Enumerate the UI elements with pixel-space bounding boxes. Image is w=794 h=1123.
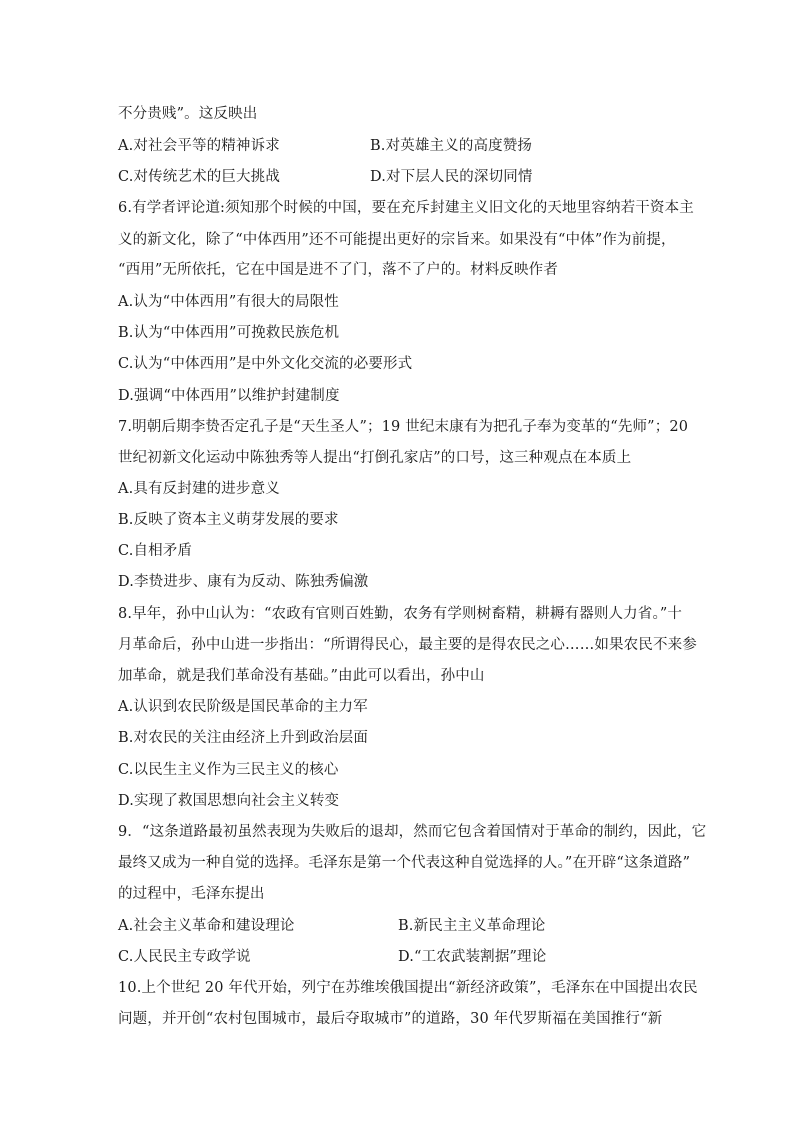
q6-option-b: B.认为“中体西用”可挽救民族危机 [118, 325, 340, 341]
q6-stem-line-1: 6.有学者评论道:须知那个时候的中国，要在充斥封建主义旧文化的天地里容纳若干资本主 [118, 200, 694, 216]
q7-option-c: C.自相矛盾 [118, 543, 193, 559]
q8-option-a: A.认识到农民阶级是国民革命的主力军 [118, 699, 368, 715]
q9-option-d: D.“工农武装割据”理论 [398, 949, 547, 965]
q5-option-c: C.对传统艺术的巨大挑战 [118, 169, 280, 185]
q5-option-d: D.对下层人民的深切同情 [370, 169, 533, 185]
q8-option-b: B.对农民的关注由经济上升到政治层面 [118, 730, 368, 746]
q6-option-c: C.认为“中体西用”是中外文化交流的必要形式 [118, 356, 413, 372]
q10-stem-line-2: 问题，并开创“农村包围城市，最后夺取城市”的道路，30 年代罗斯福在美国推行“新 [118, 1011, 663, 1027]
q7-option-b: B.反映了资本主义萌芽发展的要求 [118, 512, 339, 528]
q9-stem-line-3: 的过程中，毛泽东提出 [118, 886, 265, 902]
q6-stem-line-2: 义的新文化，除了“中体西用”还不可能提出更好的宗旨来。如果没有“中体”作为前提， [118, 232, 676, 248]
q8-stem-line-2: 月革命后，孙中山进一步指出：“所谓得民心，最主要的是得农民之心……如果农民不来参 [118, 637, 697, 653]
q7-stem-line-1: 7.明朝后期李贽否定孔子是“天生圣人”；19 世纪末康有为把孔子奉为变革的“先师”；20 [118, 419, 689, 435]
q5-option-b: B.对英雄主义的高度赞扬 [370, 138, 533, 154]
q8-option-d: D.实现了救国思想向社会主义转变 [118, 793, 340, 809]
q9-option-b: B.新民主主义革命理论 [398, 918, 546, 934]
q6-stem-line-3: “西用”无所依托，它在中国是进不了门，落不了户的。材料反映作者 [118, 262, 558, 278]
q6-option-a: A.认为“中体西用”有很大的局限性 [118, 294, 339, 310]
q6-option-d: D.强调“中体西用”以维护封建制度 [118, 388, 340, 404]
q8-option-c: C.以民生主义作为三民主义的核心 [118, 762, 339, 778]
q8-stem-line-3: 加革命，就是我们革命没有基础。”由此可以看出，孙中山 [118, 668, 485, 684]
q5-option-a: A.对社会平等的精神诉求 [118, 138, 280, 154]
q5-stem-tail: 不分贵贱”。这反映出 [118, 106, 258, 122]
q9-stem-line-1: 9．“这条道路最初虽然表现为失败后的退却，然而它包含着国情对于革命的制约，因此，它 [118, 824, 707, 840]
q9-option-a: A.社会主义革命和建设理论 [118, 918, 295, 934]
q8-stem-line-1: 8.早年，孙中山认为：“农政有官则百姓勤，农务有学则树畜精，耕耨有器则人力省。”十 [118, 606, 683, 622]
q7-option-d: D.李贽进步、康有为反动、陈独秀偏激 [118, 574, 369, 590]
q10-stem-line-1: 10.上个世纪 20 年代开始，列宁在苏维埃俄国提出“新经济政策”，毛泽东在中国提出农民 [118, 980, 698, 996]
q9-option-c: C.人民民主专政学说 [118, 949, 251, 965]
q9-stem-line-2: 最终又成为一种自觉的选择。毛泽东是第一个代表这种自觉选择的人。”在开辟“这条道路” [118, 855, 691, 871]
q7-option-a: A.具有反封建的进步意义 [118, 481, 280, 497]
q7-stem-line-2: 世纪初新文化运动中陈独秀等人提出“打倒孔家店”的口号，这三种观点在本质上 [118, 450, 632, 466]
